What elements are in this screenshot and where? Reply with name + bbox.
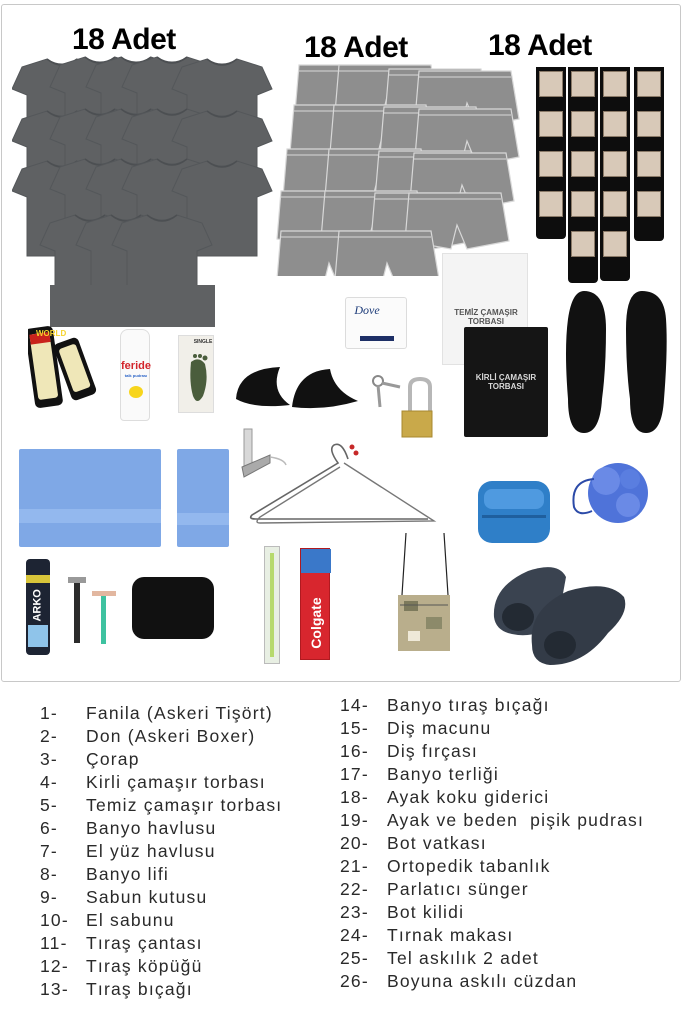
foot-deodorant-pack-image — [178, 335, 214, 413]
bath-loofah-image — [568, 451, 658, 546]
item-list-left — [40, 702, 282, 1001]
razor-image — [66, 577, 126, 652]
list-item — [40, 932, 282, 955]
list-item — [340, 901, 644, 924]
list-item-label: Banyo terliği — [387, 764, 499, 784]
list-item-number: 19- — [340, 810, 369, 830]
list-item — [40, 702, 282, 725]
list-item-label: Banyo havlusu — [86, 818, 217, 838]
boxer-icon — [275, 61, 520, 276]
slipper-icon — [488, 557, 638, 669]
list-item-number: 3- — [40, 749, 58, 769]
key-icon — [370, 373, 402, 413]
list-item-label: Tıraş köpüğü — [86, 956, 203, 976]
list-item — [340, 832, 644, 855]
sock-icon — [634, 67, 664, 241]
list-item — [340, 740, 644, 763]
list-item-number: 2- — [40, 726, 58, 746]
list-item-label: Boyuna askılı cüzdan — [387, 971, 578, 991]
list-item-label: Parlatıcı sünger — [387, 879, 529, 899]
list-item-number: 8- — [40, 864, 58, 884]
list-item-label: Kirli çamaşır torbası — [86, 772, 266, 792]
list-item — [40, 817, 282, 840]
list-item-label: Tıraş çantası — [86, 933, 203, 953]
list-item-label: Ayak koku giderici — [387, 787, 550, 807]
soap-box-image — [478, 481, 550, 543]
hand-soap-image — [345, 297, 407, 349]
list-item-label: Tel askılık 2 adet — [387, 948, 539, 968]
list-item-label: Tırnak makası — [387, 925, 514, 945]
boot-pad-image — [234, 361, 364, 416]
list-item — [340, 855, 644, 878]
list-item-number: 24- — [340, 925, 369, 945]
list-item — [40, 863, 282, 886]
shaving-foam-image — [26, 559, 50, 655]
tshirt-quantity-label: 18 Adet — [72, 23, 176, 56]
toothpaste-image — [300, 548, 330, 660]
sock-quantity-label: 18 Adet — [488, 29, 592, 62]
dirty-bag-text: KİRLİ ÇAMAŞIR TORBASI — [475, 373, 537, 392]
list-item-number: 11- — [40, 933, 68, 953]
list-item — [340, 786, 644, 809]
boot-pad-icon — [234, 361, 364, 411]
list-item — [340, 924, 644, 947]
list-item-number: 13- — [40, 979, 69, 999]
list-item — [340, 878, 644, 901]
footprint-icon — [185, 352, 211, 406]
list-item-number: 7- — [40, 841, 58, 861]
razor-icon — [66, 577, 126, 647]
list-item-number: 12- — [40, 956, 69, 976]
list-item-number: 21- — [340, 856, 369, 876]
wire-hanger-image — [248, 437, 438, 532]
product-photo-panel — [1, 4, 681, 682]
shaving-bag-image — [132, 577, 214, 639]
neck-wallet-image — [396, 533, 456, 658]
list-item — [40, 840, 282, 863]
list-item — [340, 809, 644, 832]
hand-face-towel-image — [177, 449, 229, 547]
list-item-number: 20- — [340, 833, 369, 853]
list-item — [40, 909, 282, 932]
list-item-label: Diş macunu — [387, 718, 492, 738]
list-item-number: 22- — [340, 879, 369, 899]
sock-icon — [600, 67, 630, 281]
list-item — [340, 694, 644, 717]
list-item-label: Banyo lifi — [86, 864, 170, 884]
clean-bag-text: TEMİZ ÇAMAŞIR TORBASI — [454, 308, 518, 327]
powder-sub: talk pudrası — [124, 373, 148, 378]
list-item-number: 26- — [340, 971, 369, 991]
foot-deo-brand: SINGLE — [193, 339, 213, 345]
list-item-label: Sabun kutusu — [86, 887, 208, 907]
list-item — [40, 886, 282, 909]
sock-pack-image — [536, 65, 666, 275]
toothbrush-image — [264, 546, 280, 664]
list-item-number: 14- — [340, 695, 369, 715]
list-item-number: 25- — [340, 948, 369, 968]
list-item — [40, 794, 282, 817]
list-item — [40, 955, 282, 978]
boxer-stack-image — [275, 61, 520, 276]
list-item — [340, 763, 644, 786]
list-item — [40, 725, 282, 748]
list-item-number: 18- — [340, 787, 369, 807]
padlock-icon — [400, 377, 440, 441]
list-item-number: 10- — [40, 910, 69, 930]
sock-icon — [568, 67, 598, 283]
duck-icon — [129, 386, 143, 398]
list-item-number: 9- — [40, 887, 58, 907]
boxer-quantity-label: 18 Adet — [304, 31, 408, 64]
boot-lock-image — [400, 377, 440, 446]
insole-icon — [562, 289, 672, 439]
list-item — [40, 978, 282, 1001]
list-item-label: Ayak ve beden pişik pudrası — [387, 810, 645, 830]
neck-wallet-icon — [396, 533, 456, 653]
list-item-label: Bot vatkası — [387, 833, 487, 853]
list-item-label: Ortopedik tabanlık — [387, 856, 551, 876]
list-item-label: Tıraş bıçağı — [86, 979, 193, 999]
bath-slippers-image — [488, 557, 638, 674]
list-item-number: 6- — [40, 818, 58, 838]
foot-powder-bottle-image — [120, 329, 150, 421]
hanger-icon — [248, 437, 438, 527]
list-item-label: Bot kilidi — [387, 902, 465, 922]
item-list-right — [340, 694, 644, 993]
bath-towel-image — [19, 449, 161, 547]
dirty-laundry-bag-image — [464, 327, 548, 437]
sock-icon — [536, 67, 566, 239]
list-item-number: 4- — [40, 772, 58, 792]
list-item-label: El yüz havlusu — [86, 841, 216, 861]
list-item — [340, 947, 644, 970]
list-item-label: Fanila (Askeri Tişört) — [86, 703, 273, 723]
list-item-number: 16- — [340, 741, 369, 761]
list-item-label: Don (Askeri Boxer) — [86, 726, 256, 746]
tshirt-stack-image — [12, 55, 277, 330]
shaving-foam-brand: ARKO — [31, 589, 44, 622]
list-item-label: Diş fırçası — [387, 741, 478, 761]
list-item-label: El sabunu — [86, 910, 175, 930]
list-item — [340, 970, 644, 993]
list-item — [40, 748, 282, 771]
loofah-icon — [568, 451, 658, 541]
powder-brand: feride — [121, 360, 151, 372]
keys-image — [370, 373, 402, 418]
list-item-number: 5- — [40, 795, 58, 815]
shoe-polish-brand: WORLD — [36, 329, 67, 338]
list-item-label: Temiz çamaşır torbası — [86, 795, 283, 815]
soap-brand: Dove — [354, 303, 380, 317]
list-item-label: Çorap — [86, 749, 140, 769]
orthopedic-insole-image — [562, 289, 672, 444]
list-item — [340, 717, 644, 740]
list-item-label: Banyo tıraş bıçağı — [387, 695, 550, 715]
list-item-number: 23- — [340, 902, 369, 922]
list-item-number: 15- — [340, 718, 369, 738]
toothpaste-brand: Colgate — [307, 597, 324, 649]
list-item — [40, 771, 282, 794]
list-item-number: 17- — [340, 764, 369, 784]
list-item-number: 1- — [40, 703, 58, 723]
tshirt-icon — [12, 55, 277, 330]
